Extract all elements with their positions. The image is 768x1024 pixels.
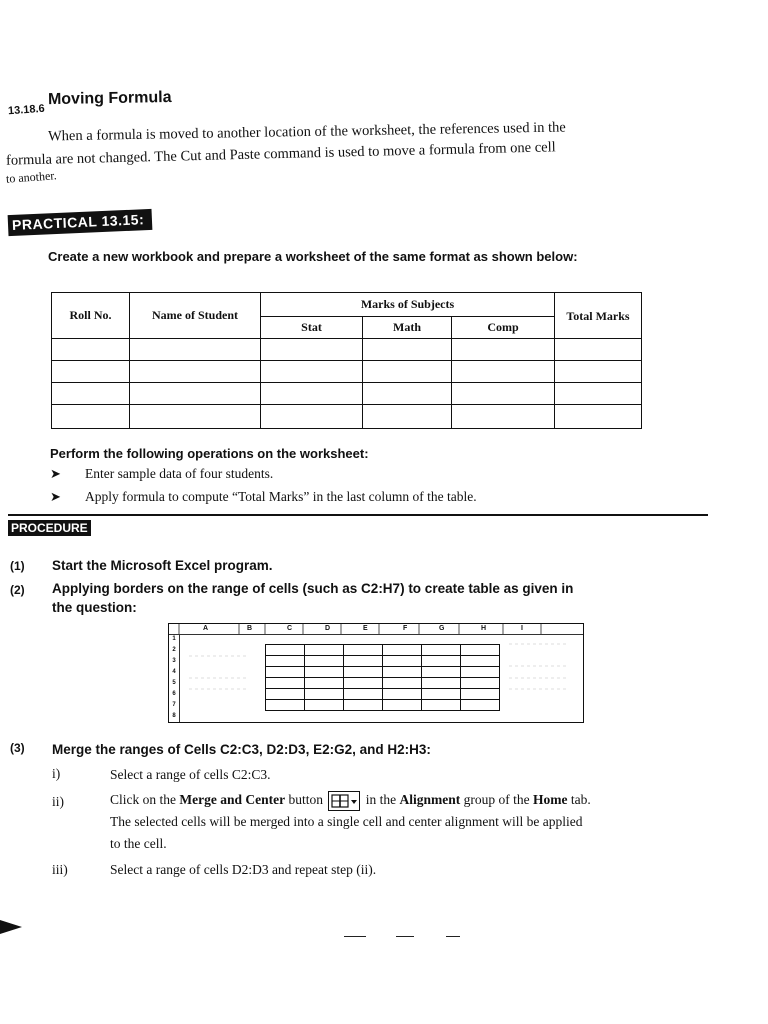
bullet-arrow-icon: ➤ [50, 489, 61, 504]
header-total-marks: Total Marks [555, 293, 642, 339]
row-label: 2 [172, 647, 176, 653]
header-roll-no: Roll No. [52, 293, 130, 339]
row-label: 5 [172, 680, 176, 686]
column-label: I [521, 625, 523, 632]
row-label: 4 [172, 669, 176, 675]
row-label: 8 [172, 713, 176, 719]
substep-number-iii: iii) [52, 862, 68, 877]
practical-banner: PRACTICAL 13.15: [8, 209, 153, 236]
section-title: Moving Formula [47, 88, 172, 109]
step-text-2: Applying borders on the range of cells (such as C2:H7) to create table as given in [52, 581, 574, 596]
footer-dash [344, 936, 366, 937]
step-number-2: (2) [10, 583, 25, 597]
step-number-3: (3) [10, 741, 25, 755]
header-stat: Stat [261, 317, 363, 339]
operation-item-2: ➤ Apply formula to compute “Total Marks” in the last column of the table. [50, 489, 477, 504]
row-label: 1 [172, 636, 176, 642]
step-text-2b: the question: [52, 600, 137, 615]
footer-dash [396, 936, 414, 937]
intro-line-2: formula are not changed. The Cut and Paste command is used to move a formula from one cell [5, 139, 556, 169]
substep-number-ii: ii) [52, 794, 64, 809]
merge-and-center-icon [328, 791, 360, 811]
excel-worksheet-figure [168, 623, 584, 723]
header-name-of-student: Name of Student [130, 293, 261, 339]
student-marks-table [51, 292, 642, 429]
row-label: 7 [172, 702, 176, 708]
section-number: 13.18.6 [7, 102, 46, 118]
operations-heading: Perform the following operations on the worksheet: [50, 446, 369, 461]
step-text-3: Merge the ranges of Cells C2:C3, D2:D3, E2:G2, and H2:H3: [52, 742, 431, 757]
table-row [52, 339, 642, 361]
intro-line-1: When a formula is moved to another location of the worksheet, the references used in the [47, 119, 566, 145]
column-label: B [247, 625, 253, 632]
column-label: C [287, 625, 293, 632]
row-label: 3 [172, 658, 176, 664]
bordered-range-c2-h7 [265, 644, 500, 711]
row-label: 6 [172, 691, 176, 697]
footer-dash [446, 936, 460, 937]
column-label: G [439, 625, 445, 632]
bullet-arrow-icon: ➤ [50, 466, 61, 481]
header-marks-of-subjects: Marks of Subjects [261, 293, 555, 317]
substep-number-i: i) [52, 766, 61, 781]
intro-line-3: to another. [5, 168, 58, 186]
table-row [52, 383, 642, 405]
substep-text-ii-line3: to the cell. [110, 836, 167, 851]
table-row [52, 405, 642, 429]
header-comp: Comp [452, 317, 555, 339]
substep-text-i: Select a range of cells C2:C3. [110, 767, 271, 782]
substep-text-iii: Select a range of cells D2:D3 and repeat step (ii). [110, 862, 377, 877]
substep-text-ii: Click on the Merge and Center button in the Alignment group of the Home tab. [110, 791, 591, 811]
operation-item-1: ➤ Enter sample data of four students. [50, 466, 274, 481]
step-number-1: (1) [10, 559, 25, 573]
column-label: E [363, 625, 368, 632]
column-label: F [403, 625, 408, 632]
step-text-1: Start the Microsoft Excel program. [52, 558, 273, 573]
divider [8, 514, 708, 516]
column-label: D [325, 625, 331, 632]
procedure-banner: PROCEDURE [8, 520, 91, 536]
column-label: A [203, 625, 209, 632]
header-math: Math [363, 317, 452, 339]
page-corner-mark [0, 920, 22, 934]
table-row [52, 361, 642, 383]
column-label: H [481, 625, 487, 632]
practical-description: Create a new workbook and prepare a worksheet of the same format as shown below: [48, 249, 578, 264]
substep-text-ii-line2: The selected cells will be merged into a single cell and center alignment will be applied [110, 814, 583, 829]
